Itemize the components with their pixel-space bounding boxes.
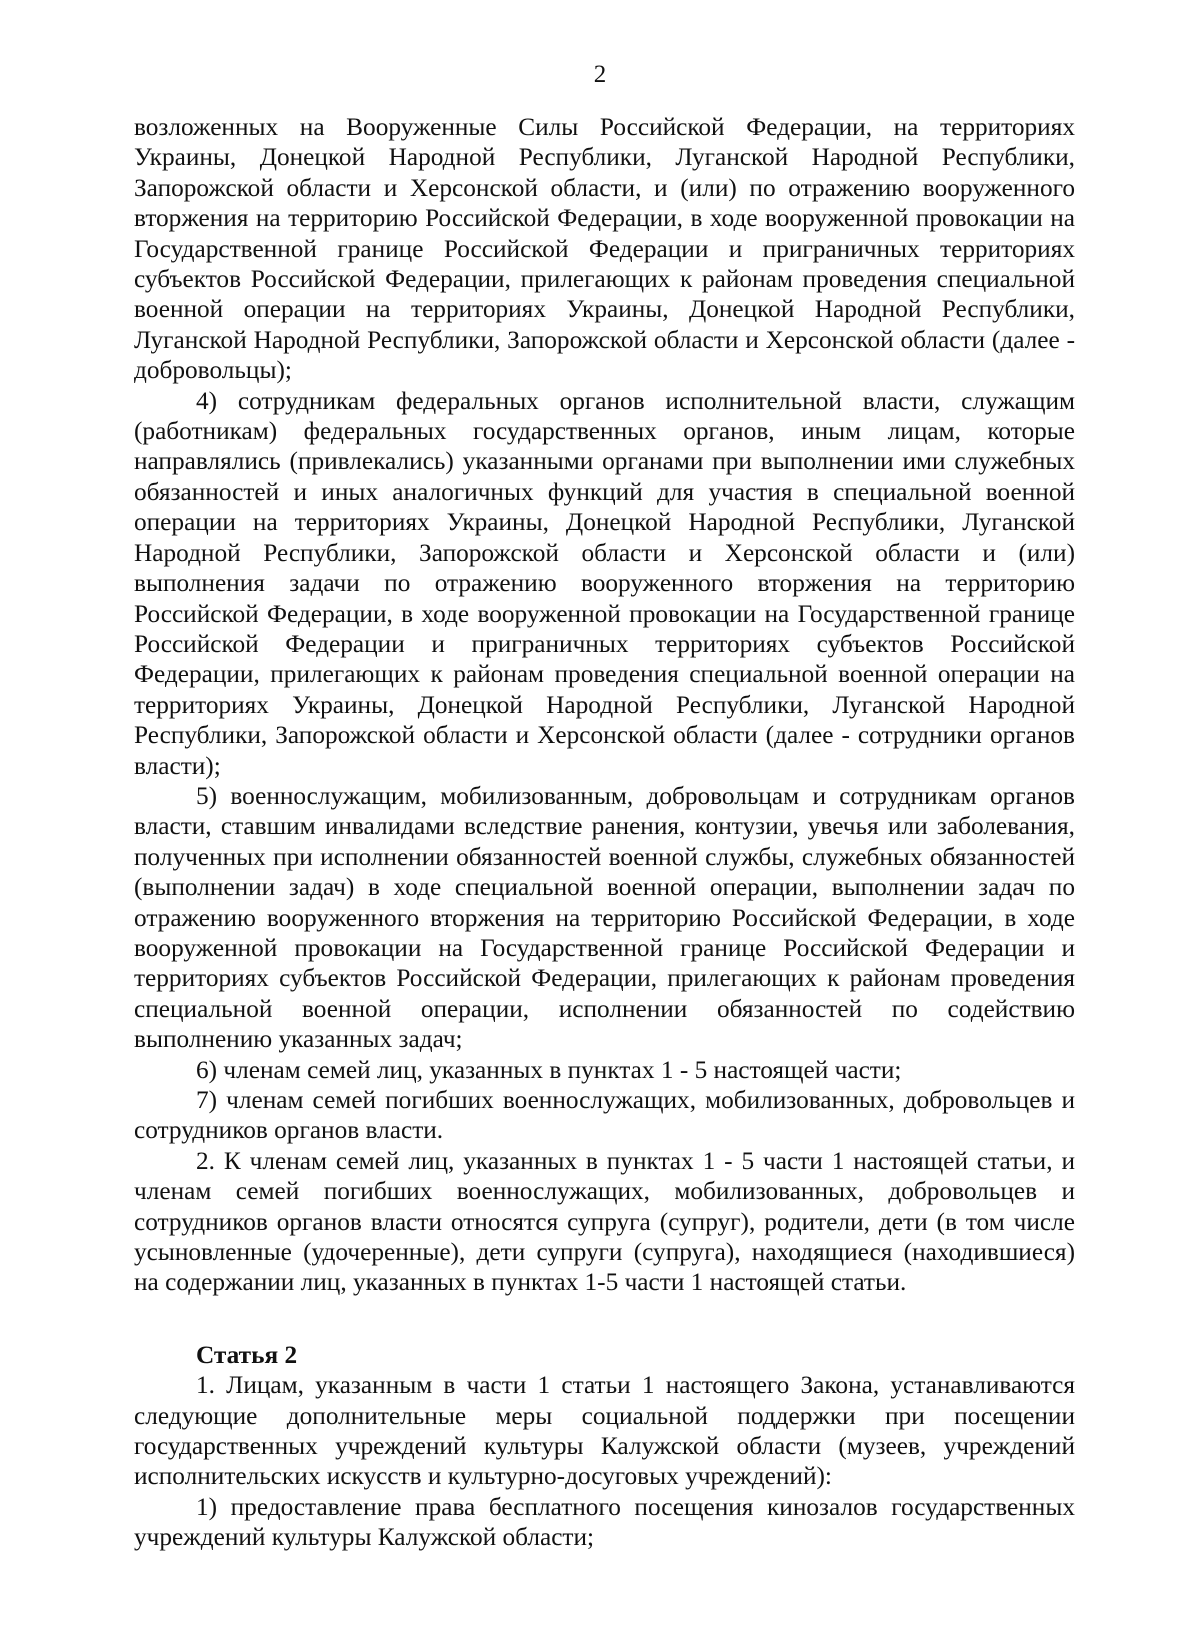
paragraph-volunteers-definition: возложенных на Вооруженные Силы Российской Федерации, на территориях Украины, Донецкой Народной Республики, Луганской Народной Республики, Запорожской области и Херсонской области, и (или) по отражению вооруженного вторжения на территорию Российской Федерации, в ходе вооруженной провокации на Государственной границе Российской Федерации и приграничных территориях субъектов Российской Федерации, прилегающих к районам проведения специальной военной операции на территориях Украины, Донецкой Народной Республики, Луганской Народной Республики, Запорожской области и Херсонской области (далее - добровольцы); [134,113,1075,385]
page-number: 2 [593,61,607,88]
paragraph-item-7: 7) членам семей погибших военнослужащих, мобилизованных, добровольцев и сотрудников органов власти. [134,1086,1075,1145]
paragraph-item-4: 4) сотрудникам федеральных органов исполнительной власти, служащим (работникам) федеральных государственных органов, иным лицам, которые направлялись (привлекались) указанными органами при выполнении ими служебных обязанностей и иных аналогичных функций для участия в специальной военной операции на территориях Украины, Донецкой Народной Республики, Луганской Народной Республики, Запорожской области и Херсонской области и (или) выполнения задачи по отражению вооруженного вторжения на территорию Российской Федерации, в ходе вооруженной провокации на Государственной границе Российской Федерации и приграничных территориях субъектов Российской Федерации, прилегающих к районам проведения специальной военной операции на территориях Украины, Донецкой Народной Республики, Луганской Народной Республики, Запорожской области и Херсонской области (далее - сотрудники органов власти); [134,386,1075,780]
paragraph-part-2: 2. К членам семей лиц, указанных в пунктах 1 - 5 части 1 настоящей статьи, и членам семей погибших военнослужащих, мобилизованных, добровольцев и сотрудников органов власти относятся супруга (супруг), родители, дети (в том числе усыновленные (удочеренные), дети супруги (супруга), находящиеся (находившиеся) на содержании лиц, указанных в пунктах 1-5 части 1 настоящей статьи. [134,1146,1075,1297]
article-2-item-1: 1) предоставление права бесплатного посещения кинозалов государственных учреждений культуры Калужской области; [134,1492,1075,1552]
article-2-paragraph-1: 1. Лицам, указанным в части 1 статьи 1 настоящего Закона, устанавливаются следующие дополнительные меры социальной поддержки при посещении государственных учреждений культуры Калужской области (музеев, учреждений исполнительских искусств и культурно-досуговых учреждений): [134,1371,1075,1491]
paragraph-item-6: 6) членам семей лиц, указанных в пунктах 1 - 5 настоящей части; [196,1055,902,1084]
document-body [134,112,1075,1553]
article-2-heading: Статья 2 [196,1340,298,1369]
paragraph-item-5: 5) военнослужащим, мобилизованным, добровольцам и сотрудникам органов власти, ставшим инвалидами вследствие ранения, контузии, увечья или заболевания, полученных при исполнении обязанностей военной службы, служебных обязанностей (выполнении задач) в ходе специальной военной операции, выполнении задач по отражению вооруженного вторжения на территорию Российской Федерации, в ходе вооруженной провокации на Государственной границе Российской Федерации и территориях субъектов Российской Федерации, прилегающих к районам проведения специальной военной операции, исполнении обязанностей по содействию выполнению указанных задач; [134,781,1075,1054]
section-spacer [134,1298,1075,1340]
